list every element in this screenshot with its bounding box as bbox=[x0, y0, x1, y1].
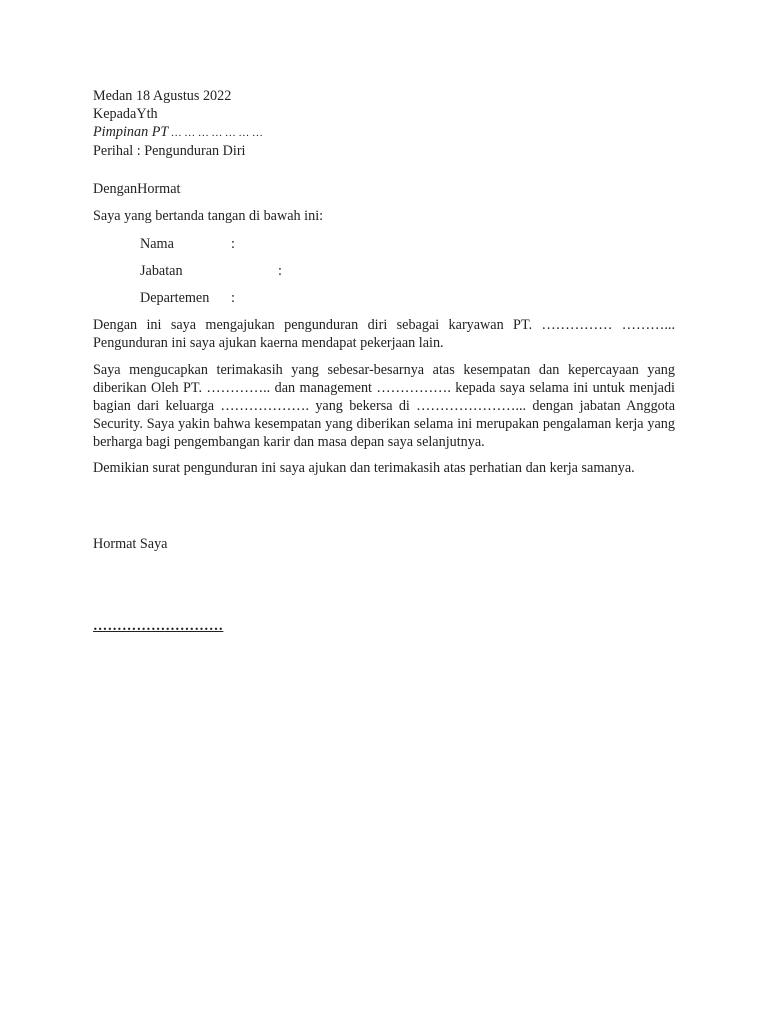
signature-line: ……………………… bbox=[93, 618, 224, 634]
paragraph-1-line-2: Pengunduran ini saya ajukan kaerna mendapat pekerjaan lain. bbox=[93, 335, 444, 351]
salutation: DenganHormat bbox=[93, 181, 181, 197]
addressee-greeting: KepadaYth bbox=[93, 106, 158, 122]
paragraph-1-line-1: Dengan ini saya mengajukan pengunduran diri sebagai karyawan PT. …………… ………... bbox=[93, 317, 675, 333]
field-colon: : bbox=[231, 290, 235, 306]
recipient-label: Pimpinan PT bbox=[93, 124, 169, 140]
subject-line: Perihal : Pengunduran Diri bbox=[93, 143, 246, 159]
field-row-jabatan bbox=[140, 262, 675, 280]
field-label: Jabatan bbox=[140, 263, 183, 279]
recipient-dots: … … … … … … … bbox=[168, 127, 263, 139]
recipient-line bbox=[93, 123, 675, 142]
intro-text: Saya yang bertanda tangan di bawah ini: bbox=[93, 208, 324, 224]
field-colon: : bbox=[278, 263, 282, 279]
place-date: Medan 18 Agustus 2022 bbox=[93, 88, 232, 104]
field-colon: : bbox=[231, 236, 235, 252]
field-row-nama bbox=[140, 235, 675, 253]
field-row-departemen bbox=[140, 289, 675, 307]
closing: Hormat Saya bbox=[93, 536, 168, 552]
letter-page bbox=[93, 87, 675, 635]
paragraph-2: Saya mengucapkan terimakasih yang sebesar-besarnya atas kesempatan dan kepercayaan yang diberikan Oleh PT. ………….. dan management ……………. kepada saya selama ini untuk menjadi bagian dari keluarga ………………. yang bekersa di …………………... dengan jabatan Anggota Security. Saya yakin bahwa kesempatan yang diberikan selama ini merupakan pengalaman kerja yang berharga bagi pengembangan karir dan masa depan saya selanjutnya. bbox=[93, 362, 675, 450]
field-label: Departemen bbox=[140, 290, 210, 306]
paragraph-3: Demikian surat pengunduran ini saya ajukan dan terimakasih atas perhatian dan kerja samanya. bbox=[93, 460, 635, 476]
field-label: Nama bbox=[140, 236, 174, 252]
